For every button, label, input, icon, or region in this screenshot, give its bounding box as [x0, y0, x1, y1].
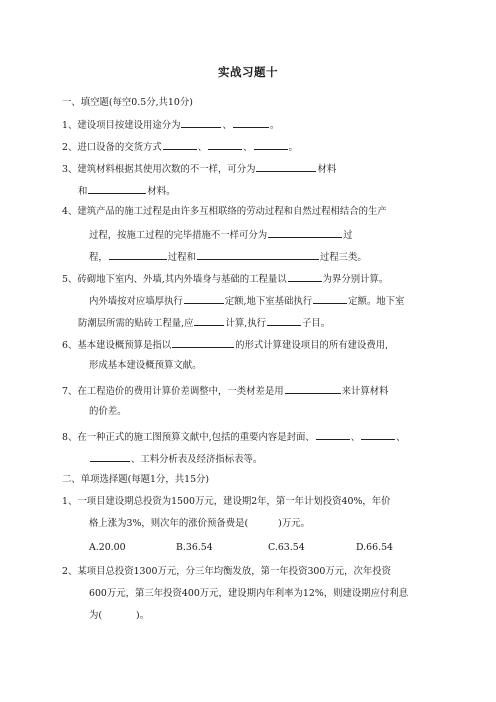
- answer-blank[interactable]: [208, 139, 242, 150]
- answer-blank[interactable]: [197, 249, 319, 260]
- page-title: 实战习题十: [218, 65, 278, 79]
- option-d[interactable]: D.66.54: [356, 542, 394, 553]
- answer-blank[interactable]: [313, 293, 347, 304]
- question-2-1-line2: 格上涨为3%，则次年的涨价预备费是( )万元。: [89, 518, 310, 529]
- question-2-2-line1: 2、某项目总投资1300万元，分三年均衡发放，第一年投资300万元，次年投资: [62, 566, 391, 577]
- question-1-1: 1、建设项目按建设用途分为 、 。: [62, 117, 279, 132]
- answer-blank[interactable]: [288, 271, 322, 282]
- question-1-4-line2: 过程，按施工过程的完毕措施不一样可分为 过: [89, 227, 353, 242]
- question-1-6-line1: 6、基本建设概预算是指以 的形式计算建设项目的所有建设费用,: [62, 337, 388, 352]
- question-1-2: 2、进口设备的交货方式 、 、 。: [62, 139, 298, 154]
- answer-blank[interactable]: [256, 161, 316, 172]
- answer-blank[interactable]: [90, 451, 130, 462]
- question-1-3-line1: 3、建筑材料根据其使用次数的不一样，可分为 材料: [62, 161, 336, 176]
- question-1-7-line1: 7、在工程造价的费用计算价差调整中，一类材差是用 来计算材料: [62, 383, 388, 398]
- question-2-2-line3: 为( )。: [89, 610, 150, 621]
- answer-blank[interactable]: [316, 429, 350, 440]
- answer-blank[interactable]: [268, 227, 342, 238]
- answer-blank[interactable]: [267, 315, 301, 326]
- answer-blank[interactable]: [285, 383, 341, 394]
- option-a[interactable]: A.20.00: [89, 542, 126, 553]
- answer-blank[interactable]: [163, 139, 197, 150]
- question-1-8-line2: 、工料分析表及经济指标表等。: [89, 451, 262, 466]
- answer-blank[interactable]: [194, 315, 224, 326]
- option-c[interactable]: C.63.54: [268, 542, 305, 553]
- question-1-3-line2: 和 材料。: [78, 183, 176, 198]
- question-1-4-line3: 程， 过程和 过程三类。: [89, 249, 367, 264]
- section-header-fill-blank: 一、填空题(每空0.5分,共10分): [62, 97, 193, 108]
- option-b[interactable]: B.36.54: [176, 542, 213, 553]
- question-2-1-line1: 1、一项目建设期总投资为1500万元，建设期2年，第一年计划投资40%，年价: [62, 496, 391, 507]
- question-1-8-line1: 8、在一种正式的施工图预算文献中,包括的重要内容是封面、 、 、: [62, 429, 405, 444]
- answer-blank[interactable]: [181, 117, 221, 128]
- question-1-5-line2: 内外墙按对应墙厚执行 定额,地下室基础执行 定额。地下室: [89, 293, 404, 308]
- answer-blank[interactable]: [88, 183, 146, 194]
- question-2-2-line2: 600万元，第三年投资400万元，建设期内年利率为12%，则建设期应付利息: [89, 588, 409, 599]
- answer-blank[interactable]: [233, 117, 269, 128]
- question-1-7-line2: 的价差。: [89, 406, 127, 417]
- answer-blank[interactable]: [184, 293, 224, 304]
- question-1-6-line2: 形成基本建设概预算文献。: [89, 360, 202, 371]
- answer-blank[interactable]: [361, 429, 395, 440]
- question-1-5-line3: 防潮层所需的贴砖工程量,应 计算,执行 子目。: [78, 315, 330, 330]
- answer-blank[interactable]: [109, 249, 167, 260]
- question-1-4-line1: 4、建筑产品的施工过程是由许多互相联络的劳动过程和自然过程相结合的生产: [62, 206, 387, 217]
- section-header-single-choice: 二、单项选择题(每题1分，共15分): [62, 474, 210, 485]
- question-1-5-line1: 5、砖砌地下室内、外墙,其内外墙身与基础的工程量以 为界分别计算。: [62, 271, 388, 286]
- answer-blank[interactable]: [254, 139, 288, 150]
- answer-blank[interactable]: [172, 337, 234, 348]
